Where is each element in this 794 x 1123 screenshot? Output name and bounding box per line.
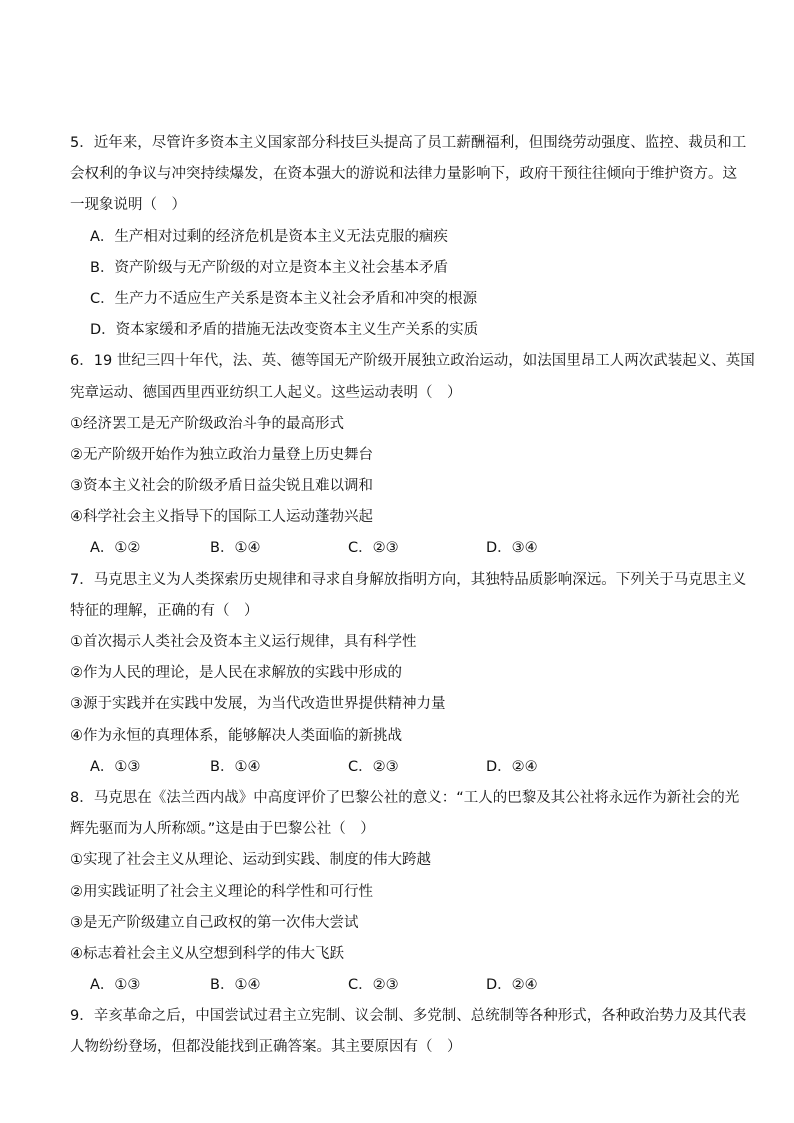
statement-item: ④科学社会主义指导下的国际工人运动蓬勃兴起 xyxy=(70,509,373,526)
answer-c: C．②③ xyxy=(348,540,399,557)
question-stem-line: 会权利的争议与冲突持续爆发，在资本强大的游说和法律力量影响下，政府干预往往倾向于维护资方。这 xyxy=(70,166,737,183)
question-6 xyxy=(70,346,755,564)
answer-a: A．①③ xyxy=(90,758,141,775)
statement-item: ③是无产阶级建立自己政权的第一次伟大尝试 xyxy=(70,914,359,931)
answer-choices xyxy=(70,970,725,1001)
question-5 xyxy=(70,128,747,346)
answer-d: D．③④ xyxy=(486,540,538,557)
answer-a: A．①③ xyxy=(90,977,141,994)
answer-choices xyxy=(70,752,725,783)
question-9 xyxy=(70,1001,747,1063)
statement-item: ①首次揭示人类社会及资本主义运行规律，具有科学性 xyxy=(70,634,417,650)
answer-choices xyxy=(70,533,725,564)
answer-b: B．①④ xyxy=(210,977,261,994)
question-stem-line: 9．辛亥革命之后，中国尝试过君主立宪制、议会制、多党制、总统制等各种形式，各种政治势力及其代表 xyxy=(70,1008,747,1025)
option-b: B．资产阶级与无产阶级的对立是资本主义社会基本矛盾 xyxy=(90,259,448,276)
question-stem-line: 人物纷纷登场，但都没能找到正确答案。其主要原因有（ ） xyxy=(70,1039,462,1056)
question-stem-line: 宪章运动、德国西里西亚纺织工人起义。这些运动表明（ ） xyxy=(70,384,462,401)
question-stem-line: 8．马克思在《法兰西内战》中高度评价了巴黎公社的意义：“工人的巴黎及其公社将永远作为新社会的光 xyxy=(70,789,740,806)
question-stem-line: 一现象说明（ ） xyxy=(70,197,186,214)
statement-item: ②用实践证明了社会主义理论的科学性和可行性 xyxy=(70,883,373,900)
question-8 xyxy=(70,783,740,1001)
statement-item: ④作为永恒的真理体系，能够解决人类面临的新挑战 xyxy=(70,727,402,744)
statement-item: ②作为人民的理论，是人民在求解放的实践中形成的 xyxy=(70,665,402,682)
statement-item: ②无产阶级开始作为独立政治力量登上历史舞台 xyxy=(70,446,373,463)
question-7 xyxy=(70,565,747,783)
question-stem-line: 5．近年来，尽管许多资本主义国家部分科技巨头提高了员工薪酬福利，但围绕劳动强度、监控、裁员和工 xyxy=(70,135,747,151)
answer-c: C．②③ xyxy=(348,977,399,994)
option-c: C．生产力不适应生产关系是资本主义社会矛盾和冲突的根源 xyxy=(90,290,478,307)
option-d: D．资本家缓和矛盾的措施无法改变资本主义生产关系的实质 xyxy=(90,322,479,339)
answer-b: B．①④ xyxy=(210,758,261,775)
question-stem-line: 特征的理解，正确的有（ ） xyxy=(70,602,259,619)
statement-item: ①实现了社会主义从理论、运动到实践、制度的伟大跨越 xyxy=(70,852,431,869)
question-stem-line: 6．19 世纪三四十年代，法、英、德等国无产阶级开展独立政治运动，如法国里昂工人两次武装起义、英国 xyxy=(70,353,755,370)
question-stem-line: 7．马克思主义为人类探索历史规律和寻求自身解放指明方向，其独特品质影响深远。下列关于马克思主义 xyxy=(70,571,747,588)
answer-c: C．②③ xyxy=(348,758,399,775)
statement-item: ④标志着社会主义从空想到科学的伟大飞跃 xyxy=(70,945,344,962)
answer-d: D．②④ xyxy=(486,758,538,775)
question-list xyxy=(70,128,755,1064)
answer-d: D．②④ xyxy=(486,977,538,994)
option-a: A．生产相对过剩的经济危机是资本主义无法克服的痼疾 xyxy=(90,228,448,245)
answer-a: A．①② xyxy=(90,540,141,557)
statement-item: ③源于实践并在实践中发展，为当代改造世界提供精神力量 xyxy=(70,696,446,713)
answer-b: B．①④ xyxy=(210,540,261,557)
question-stem-line: 辉先驱而为人所称颂。”这是由于巴黎公社（ ） xyxy=(70,821,375,838)
statement-item: ①经济罢工是无产阶级政治斗争的最高形式 xyxy=(70,415,344,432)
statement-item: ③资本主义社会的阶级矛盾日益尖锐且难以调和 xyxy=(70,478,373,495)
